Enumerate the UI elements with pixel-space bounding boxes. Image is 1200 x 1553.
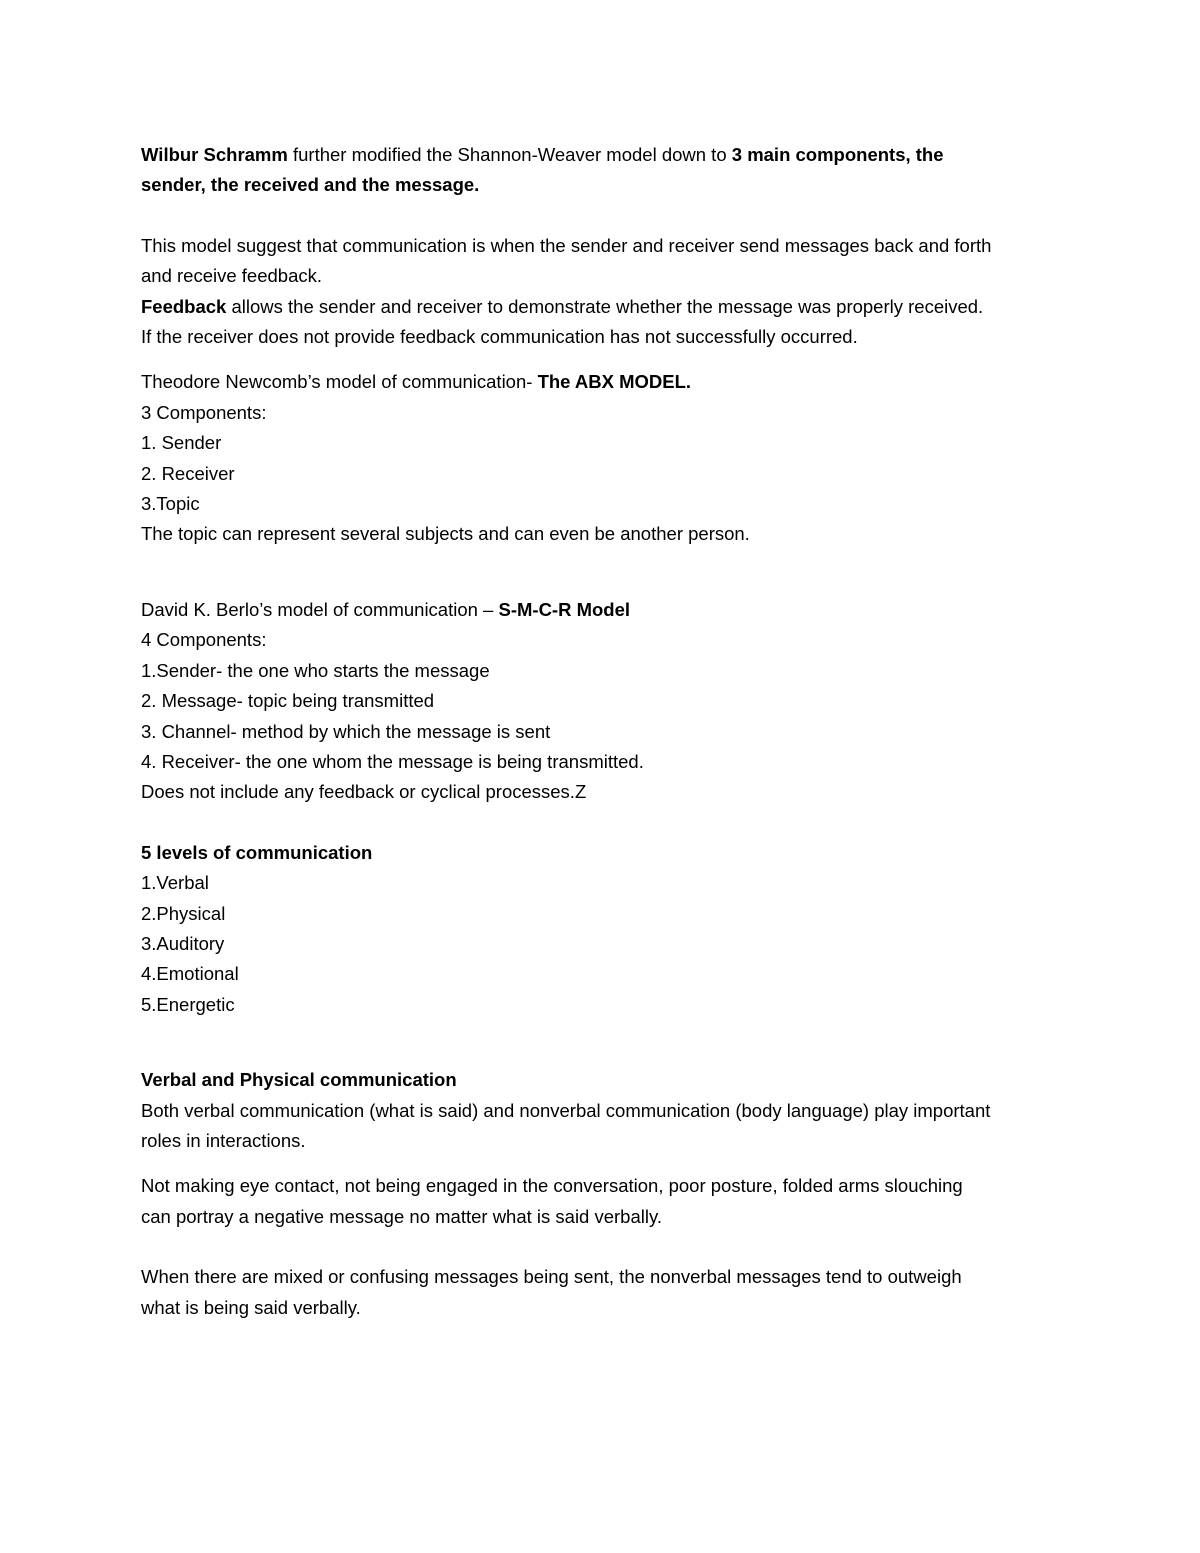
spacer [141, 1020, 1080, 1065]
newcomb-model-name: The ABX MODEL. [537, 371, 692, 393]
levels-title [141, 838, 1080, 868]
list-item: 4. Receiver- the one whom the message is being transmitted. [141, 750, 644, 772]
schramm-components: 3 main components, the [731, 144, 944, 165]
levels-section [141, 838, 1080, 1020]
paragraph-line: Both verbal communication (what is said) and nonverbal communication (body language) play important [141, 1099, 991, 1121]
newcomb-components-label: 3 Components: [141, 401, 267, 423]
list-item: 4.Emotional [141, 963, 239, 985]
levels-title-text: 5 levels of communication [141, 841, 373, 863]
berlo-title [141, 595, 1080, 625]
list-item: 5.Energetic [141, 993, 235, 1015]
list-item: 1. Sender [141, 432, 222, 454]
berlo-note: Does not include any feedback or cyclical processes.Z [141, 781, 587, 803]
newcomb-title [141, 367, 1080, 397]
verbal-physical-title-text: Verbal and Physical communication [141, 1069, 457, 1091]
list-item: 3.Auditory [141, 932, 225, 954]
spacer [141, 352, 1080, 367]
schramm-line-1 [141, 140, 1080, 170]
list-item: 1.Verbal [141, 872, 209, 894]
list-item: 3.Topic [141, 493, 200, 515]
berlo-components-label: 4 Components: [141, 629, 267, 651]
list-item: 1.Sender- the one who starts the message [141, 659, 490, 681]
model-desc-line-4: If the receiver does not provide feedback communication has not successfully occurred. [141, 326, 858, 348]
list-item: 2.Physical [141, 902, 226, 924]
berlo-section [141, 595, 1080, 808]
verbal-physical-title [141, 1065, 1080, 1095]
newcomb-section [141, 367, 1080, 549]
berlo-title-text: David K. Berlo’s model of communication – [141, 598, 499, 620]
paragraph-line: Not making eye contact, not being engaged in the conversation, poor posture, folded arms slouching [141, 1175, 963, 1197]
paragraph-line: can portray a negative message no matter what is said verbally. [141, 1205, 662, 1227]
schramm-section [141, 140, 1080, 201]
paragraph-line: When there are mixed or confusing messages being sent, the nonverbal messages tend to outweigh [141, 1266, 962, 1288]
model-description-section [141, 231, 1080, 353]
feedback-text: allows the sender and receiver to demonstrate whether the message was properly received. [226, 295, 984, 317]
schramm-line-2 [141, 170, 1080, 200]
newcomb-title-text: Theodore Newcomb’s model of communication- [141, 371, 538, 393]
list-item: 2. Receiver [141, 462, 235, 484]
model-desc-line-2: and receive feedback. [141, 265, 323, 287]
schramm-name: Wilbur Schramm [141, 144, 288, 165]
feedback-term: Feedback [141, 295, 227, 317]
berlo-model-name: S-M-C-R Model [498, 598, 631, 620]
paragraph-line: what is being said verbally. [141, 1296, 361, 1318]
spacer [141, 808, 1080, 838]
newcomb-note: The topic can represent several subjects and can even be another person. [141, 523, 750, 545]
spacer [141, 1156, 1080, 1171]
list-item: 2. Message- topic being transmitted [141, 690, 435, 712]
spacer [141, 1232, 1080, 1262]
paragraph-line: roles in interactions. [141, 1129, 306, 1151]
schramm-components-list: sender, the received and the message. [141, 174, 480, 196]
feedback-line [141, 292, 1080, 322]
model-desc-line-1: This model suggest that communication is when the sender and receiver send messages back and forth [141, 234, 992, 256]
spacer [141, 201, 1080, 231]
spacer [141, 550, 1080, 595]
list-item: 3. Channel- method by which the message is sent [141, 720, 551, 742]
verbal-physical-section [141, 1065, 1080, 1323]
schramm-text: further modified the Shannon-Weaver model down to [287, 144, 732, 165]
